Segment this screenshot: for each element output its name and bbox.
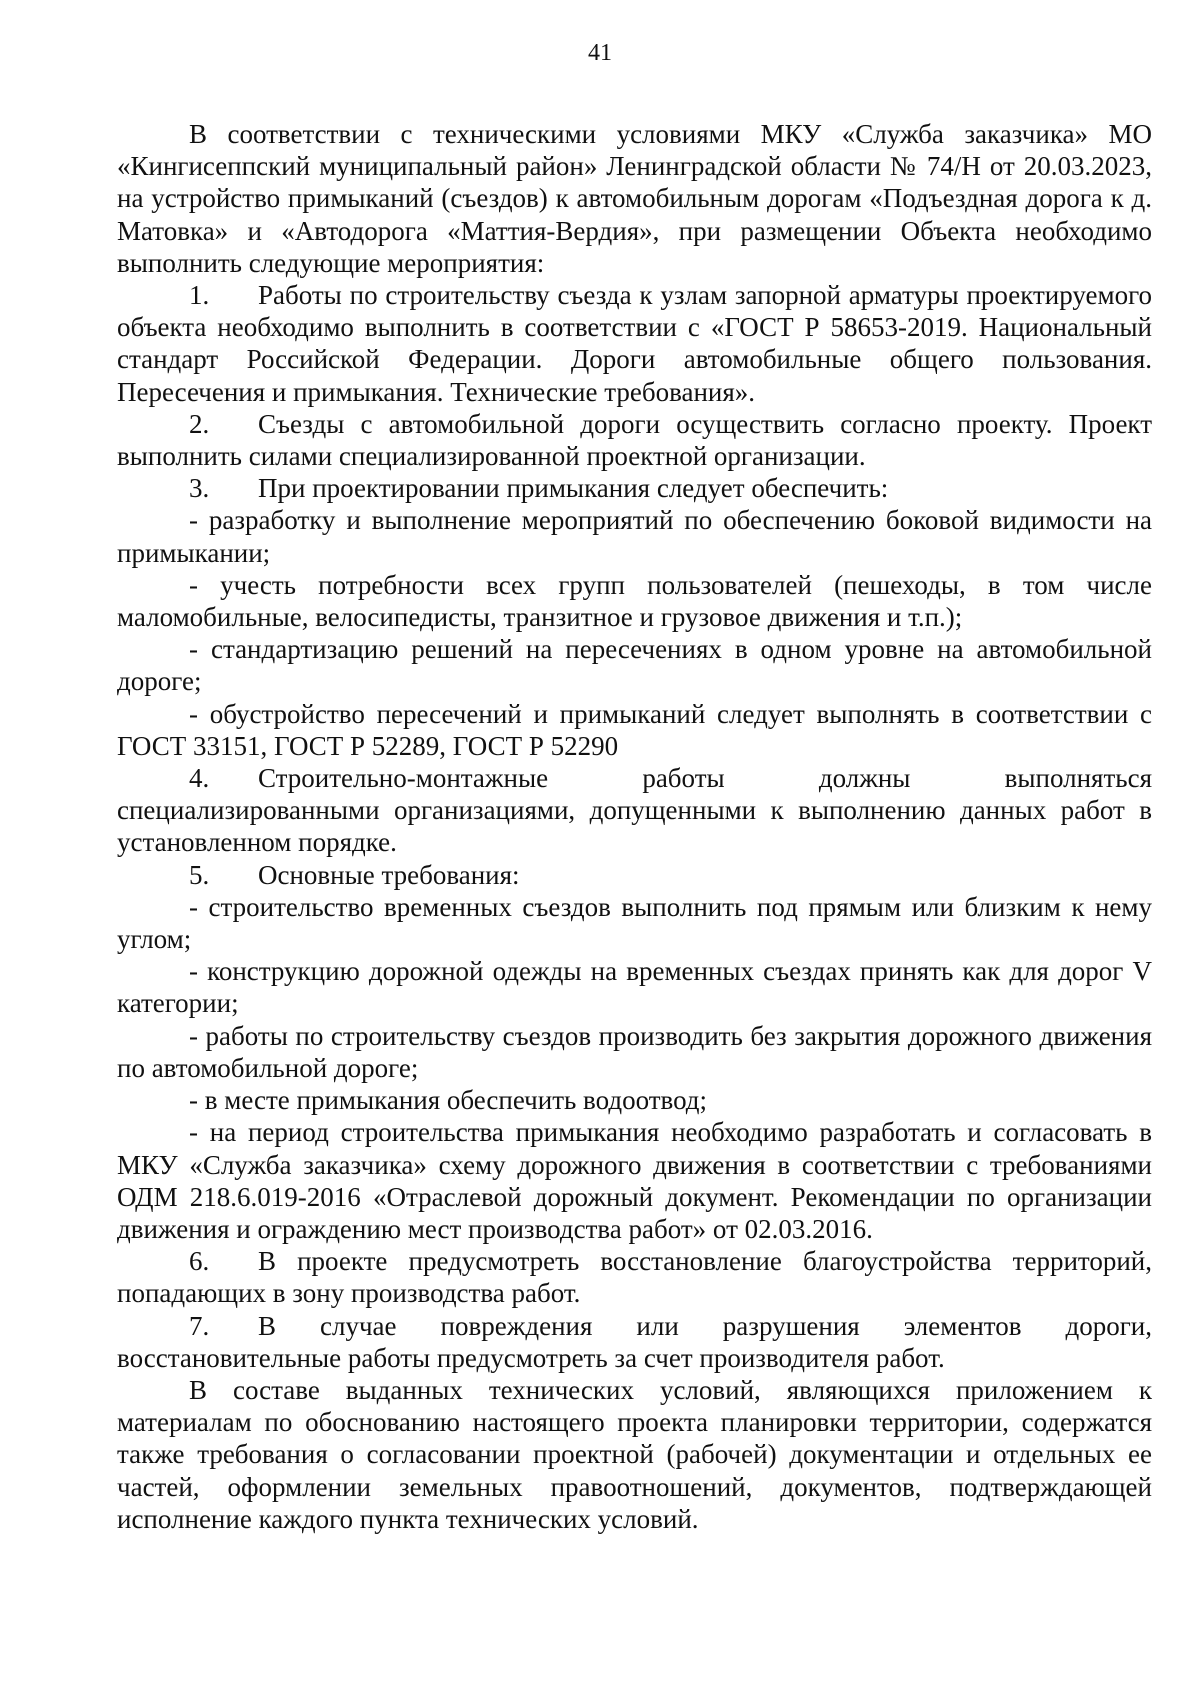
list-item-6 (117, 1245, 1152, 1309)
bullet-5-3: - работы по строительству съездов производить без закрытия дорожного движения по автомобильной дороге; (117, 1020, 1152, 1083)
list-number: 6. (189, 1246, 210, 1277)
list-item-text: Строительно-монтажные работы должны выполняться специализированными организациями, допущенными к выполнению данных работ в установленном порядке. (117, 763, 1152, 858)
list-number: 5. (189, 859, 210, 890)
list-item-4 (117, 762, 1152, 859)
bullet-3-3: - стандартизацию решений на пересечениях в одном уровне на автомобильной дороге; (117, 634, 1152, 697)
bullet-3-1: - разработку и выполнение мероприятий по обеспечению боковой видимости на примыкании; (117, 505, 1152, 568)
list-number: 3. (189, 473, 210, 504)
list-item-1 (117, 279, 1152, 408)
list-number: 1. (189, 280, 210, 311)
list-item-5 (117, 859, 1152, 891)
list-number: 7. (189, 1310, 210, 1341)
bullet-5-2: - конструкцию дорожной одежды на временных съездах принять как для дорог V категории; (117, 956, 1152, 1019)
list-item-3 (117, 472, 1152, 504)
closing-paragraph: В составе выданных технических условий, являющихся приложением к материалам по обоснованию настоящего проекта планировки территории, содержатся также требования о согласовании проектной (рабочей) документации и отдельных ее частей, оформлении земельных правоотношений, документов, подтверждающей исполнение каждого пункта технических условий. (117, 1374, 1152, 1534)
list-item-text: В проекте предусмотреть восстановление благоустройства территорий, попадающих в зону производства работ. (117, 1246, 1152, 1309)
list-number: 2. (189, 408, 210, 439)
intro-paragraph: В соответствии с техническими условиями МКУ «Служба заказчика» МО «Кингисеппский муниципальный район» Ленинградской области № 74/Н от 20.03.2023, на устройство примыканий (съездов) к автомобильным дорогам «Подъездная дорога к д. Матовка» и «Автодорога «Маттия-Вердия», при размещении Объекта необходимо выполнить следующие мероприятия: (117, 119, 1152, 278)
list-item-text: В случае повреждения или разрушения элементов дороги, восстановительные работы предусмотреть за счет производителя работ. (117, 1310, 1152, 1373)
list-item-text: Работы по строительству съезда к узлам запорной арматуры проектируемого объекта необходимо выполнить в соответствии с «ГОСТ Р 58653-2019. Национальный стандарт Российской Федерации. Дороги автомобильные общего пользования. Пересечения и примыкания. Технические требования». (117, 280, 1152, 407)
list-item-7 (117, 1310, 1152, 1374)
list-number: 4. (189, 763, 210, 794)
list-item-text: Съезды с автомобильной дороги осуществить согласно проекту. Проект выполнить силами специализированной проектной организации. (117, 408, 1152, 472)
bullet-3-2: - учесть потребности всех групп пользователей (пешеходы, в том числе маломобильные, велосипедисты, транзитное и грузовое движения и т.п.); (117, 569, 1152, 633)
bullet-5-1: - строительство временных съездов выполнить под прямым или близким к нему углом; (117, 891, 1152, 955)
document-body (117, 118, 1152, 1535)
bullet-5-4: - в месте примыкания обеспечить водоотвод; (189, 1085, 708, 1116)
bullet-3-4: - обустройство пересечений и примыканий следует выполнять в соответствии с ГОСТ 33151, ГОСТ Р 52289, ГОСТ Р 52290 (117, 698, 1152, 761)
list-item-2 (117, 408, 1152, 472)
page-number: 41 (588, 40, 612, 66)
bullet-5-5: - на период строительства примыкания необходимо разработать и согласовать в МКУ «Служба заказчика» схему дорожного движения в соответствии с требованиями ОДМ 218.6.019-2016 «Отраслевой дорожный документ. Рекомендации по организации движения и ограждению мест производства работ» от 02.03.2016. (117, 1117, 1152, 1244)
list-item-text: Основные требования: (258, 859, 520, 890)
list-item-text: При проектировании примыкания следует обеспечить: (258, 473, 889, 504)
